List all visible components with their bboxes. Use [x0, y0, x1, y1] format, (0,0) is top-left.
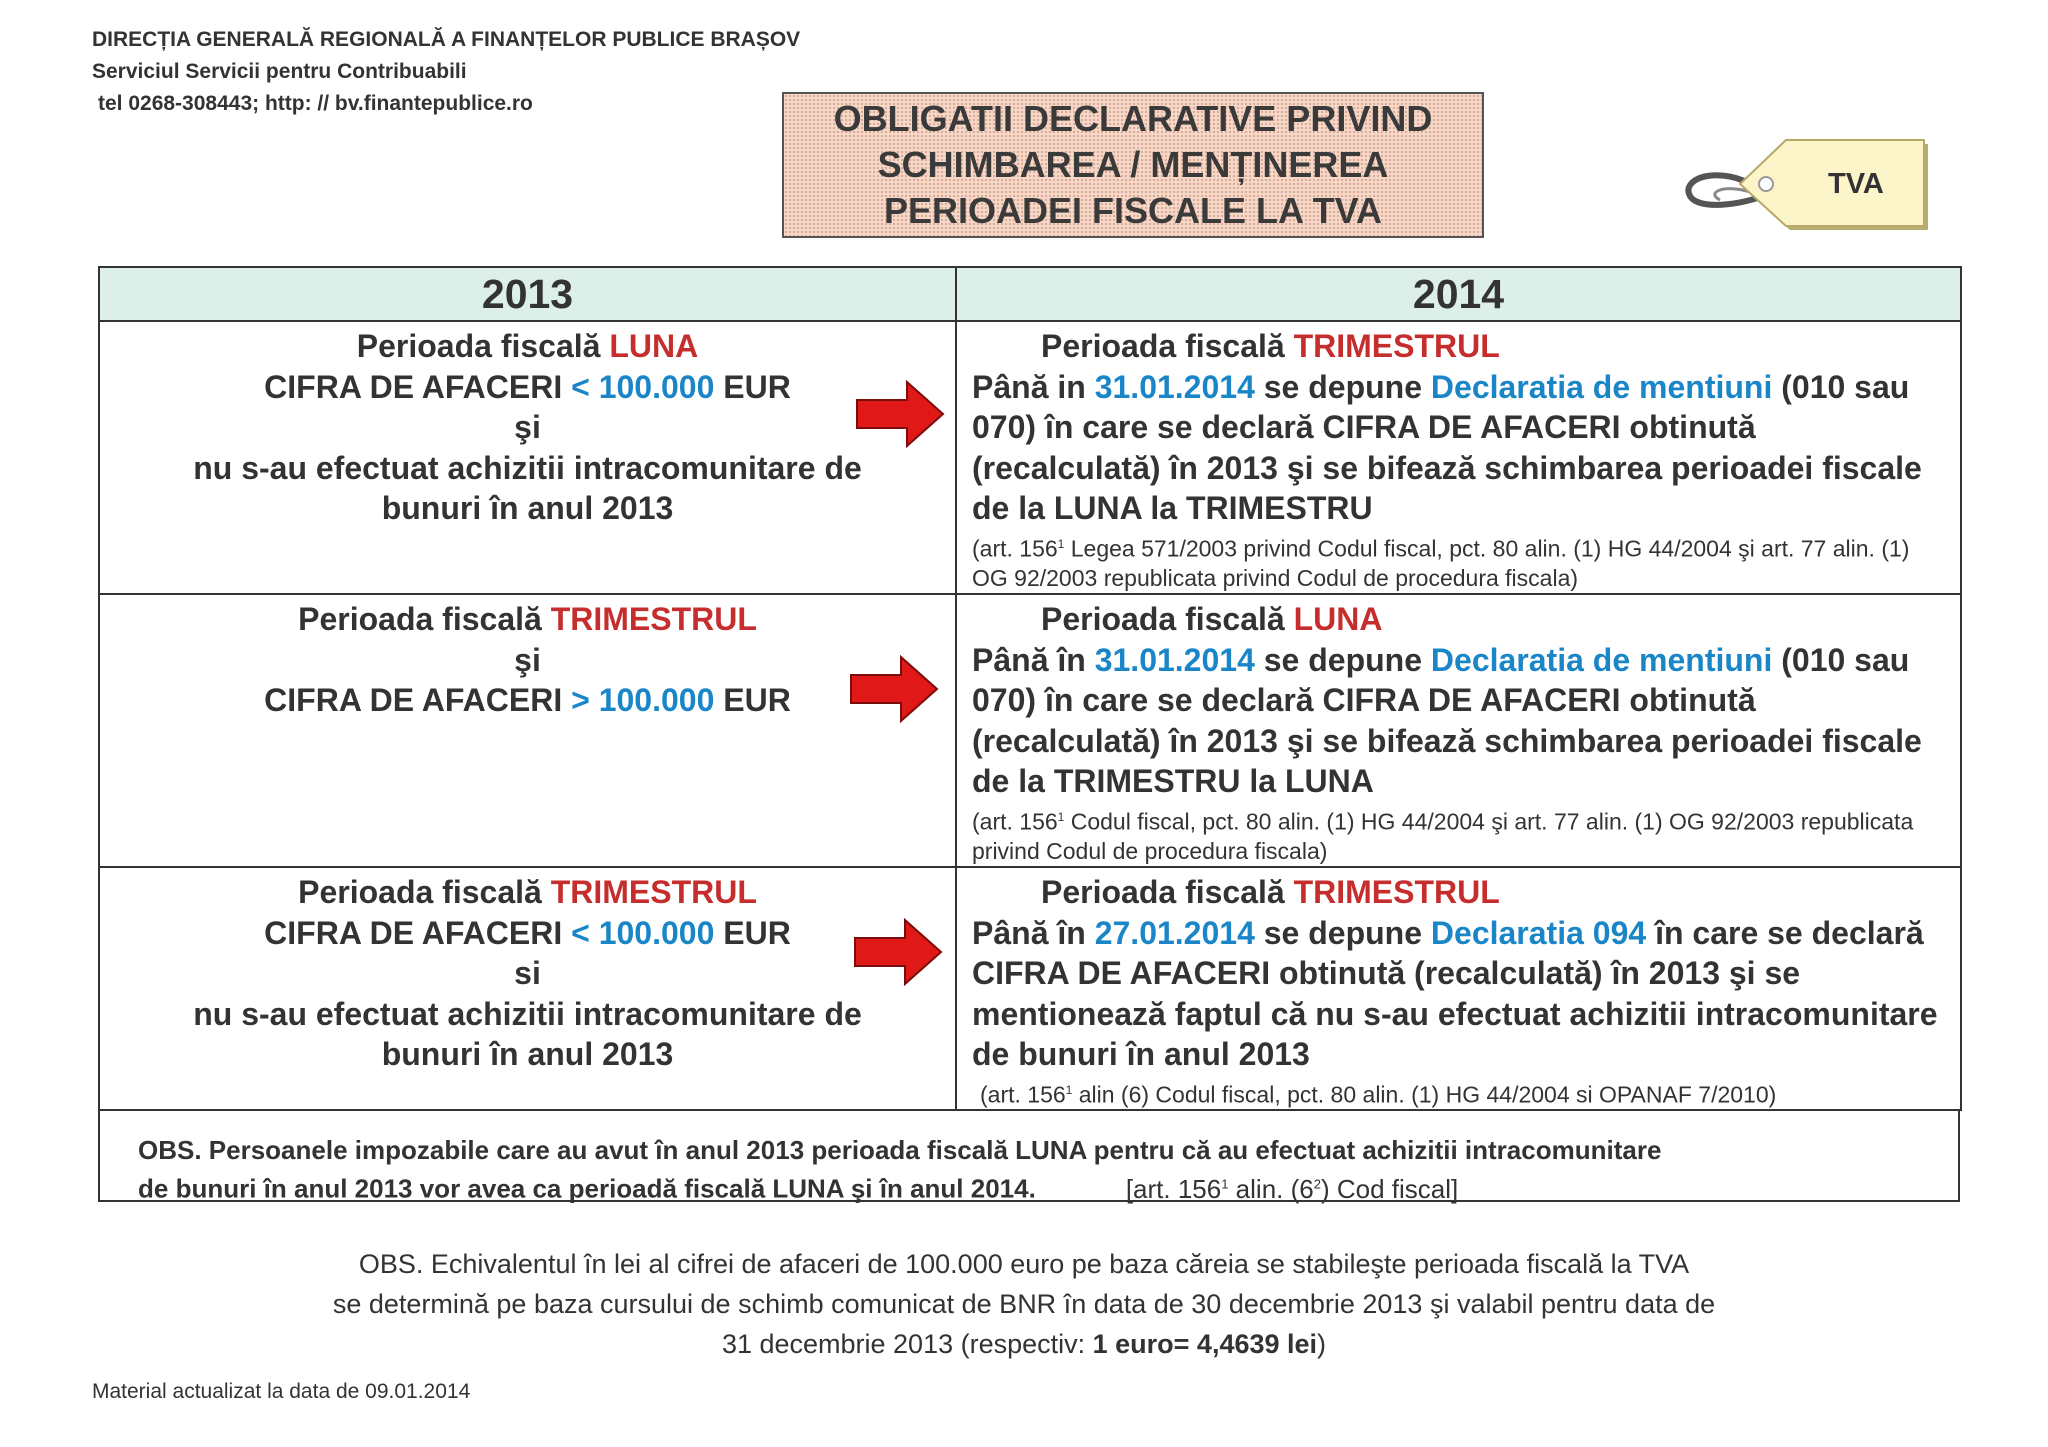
- obs-note: [138, 1134, 1661, 1206]
- period-line: Perioada fiscală TRIMESTRUL: [1041, 328, 1500, 364]
- org-department: Serviciul Servicii pentru Contribuabili: [92, 60, 467, 83]
- period-line: Perioada fiscală TRIMESTRUL: [298, 601, 757, 638]
- title-line-1: OBLIGATII DECLARATIVE PRIVIND: [833, 98, 1433, 139]
- legal-reference: (art. $156^1$ Codul fiscal, pct. 80 alin. (1) HG 44/2004 şi art. 77 alin. (1) OG 92/2003 republicata privind Codul de procedura fiscala): [972, 808, 1914, 865]
- obligation-text: Până în 31.01.2014 se depune Declaratia de mentiuni (010 sau 070) în care se declară CIFRA DE AFACERI obtinută (recalculată) în 2013 şi se bifează schimbarea perioadei fiscale de la TRIMESTRU la LUNA: [972, 641, 1922, 800]
- period-line: Perioada fiscală LUNA: [356, 328, 699, 364]
- period-line: Perioada fiscală TRIMESTRUL: [1041, 874, 1500, 911]
- right-arrow-icon: [855, 380, 945, 448]
- title-line-2: SCHIMBAREA / MENȚINEREA: [877, 144, 1389, 185]
- title-box: [782, 92, 1484, 238]
- org-name: DIRECȚIA GENERALĂ REGIONALĂ A FINANȚELOR PUBLICE BRAȘOV: [92, 28, 801, 51]
- legal-reference: (art. $156^1$ Legea 571/2003 privind Codul fiscal, pct. 80 alin. (1) HG 44/2004 şi art. 77 alin. (1) OG 92/2003 republicata privind Codul de procedura fiscala): [972, 535, 1910, 592]
- comparison-table: [98, 266, 1962, 1111]
- table-row: [99, 867, 1961, 1110]
- obligation-text: Până în 27.01.2014 se depune Declaratia 094 în care se declară CIFRA DE AFACERI obtinută (recalculată) în 2013 şi se mentionează faptul că nu s-au efectuat achizitii intracomunitare de bunuri în anul 2013: [972, 914, 1938, 1073]
- right-arrow-icon: [849, 655, 939, 723]
- obs-reference: [art. $156^1$ alin. $(6^2)$ Cod fiscal]: [1125, 1173, 1459, 1204]
- period-line: Perioada fiscală TRIMESTRUL: [298, 874, 757, 911]
- table-row: [99, 594, 1961, 867]
- tag-icon: [1680, 136, 1940, 236]
- exchange-rate-note: [0, 1244, 2048, 1364]
- condition-line: nu s-au efectuat achizitii intracomunitare de: [193, 995, 862, 1032]
- note-line: 31 decembrie 2013 (respectiv: 1 euro= 4,4639 lei): [721, 1329, 1327, 1359]
- conjunction: si: [514, 955, 541, 992]
- cell-2014: [956, 594, 1961, 867]
- obs-line-1: OBS. Persoanele impozabile care au avut în anul 2013 perioada fiscală LUNA pentru că au efectuat achizitii intracomunitare: [138, 1135, 1662, 1165]
- conjunction: şi: [514, 641, 541, 678]
- note-line: OBS. Echivalentul în lei al cifrei de afaceri de 100.000 euro pe baza căreia se stabileşte perioada fiscală la TVA: [358, 1249, 1690, 1279]
- column-header-2014: 2014: [956, 267, 1961, 321]
- condition-line: bunuri în anul 2013: [381, 490, 674, 526]
- right-arrow-icon: [853, 918, 943, 986]
- condition-line: nu s-au efectuat achizitii intracomunitare de: [193, 449, 862, 486]
- cell-2013: [99, 867, 956, 1110]
- title-line-3: PERIOADEI FISCALE LA TVA: [883, 190, 1383, 231]
- cell-2013: [99, 594, 956, 867]
- turnover-line: CIFRA DE AFACERI > 100.000 EUR: [264, 682, 791, 719]
- table-row: [99, 321, 1961, 594]
- obs-line-2: de bunuri în anul 2013 vor avea ca perioadă fiscală LUNA şi în anul 2014. [art. $156^1$ alin. $(6^2)$ Cod fiscal]: [138, 1173, 1459, 1204]
- cell-2014: [956, 321, 1961, 594]
- exchange-rate: 1 euro= 4,4639 lei: [1092, 1329, 1318, 1359]
- cell-2013: [99, 321, 956, 594]
- legal-reference: (art. $156^1$ alin (6) Codul fiscal, pct. 80 alin. (1) HG 44/2004 si OPANAF 7/2010): [980, 1081, 1777, 1108]
- org-contact: tel 0268-308443; http: // bv.finantepublice.ro: [98, 92, 533, 115]
- tag-label: TVA: [1828, 168, 1884, 200]
- period-line: Perioada fiscală LUNA: [1041, 601, 1383, 638]
- column-header-2013: 2013: [99, 267, 956, 321]
- conjunction: şi: [514, 409, 541, 445]
- obligation-text: Până in 31.01.2014 se depune Declaratia de mentiuni (010 sau 070) în care se declară CIFRA DE AFACERI obtinută (recalculată) în 2013 şi se bifează schimbarea perioadei fiscale de la LUNA la TRIMESTRU: [972, 368, 1922, 526]
- note-line: se determină pe baza cursului de schimb comunicat de BNR în data de 30 decembrie 2013 şi valabil pentru data de: [332, 1289, 1716, 1319]
- cell-2014: [956, 867, 1961, 1110]
- condition-line: bunuri în anul 2013: [381, 1036, 674, 1073]
- obs-box: [98, 1110, 1960, 1202]
- turnover-line: CIFRA DE AFACERI < 100.000 EUR: [264, 914, 791, 951]
- update-date-footer: Material actualizat la data de 09.01.2014: [92, 1380, 471, 1403]
- turnover-line: CIFRA DE AFACERI < 100.000 EUR: [264, 368, 791, 405]
